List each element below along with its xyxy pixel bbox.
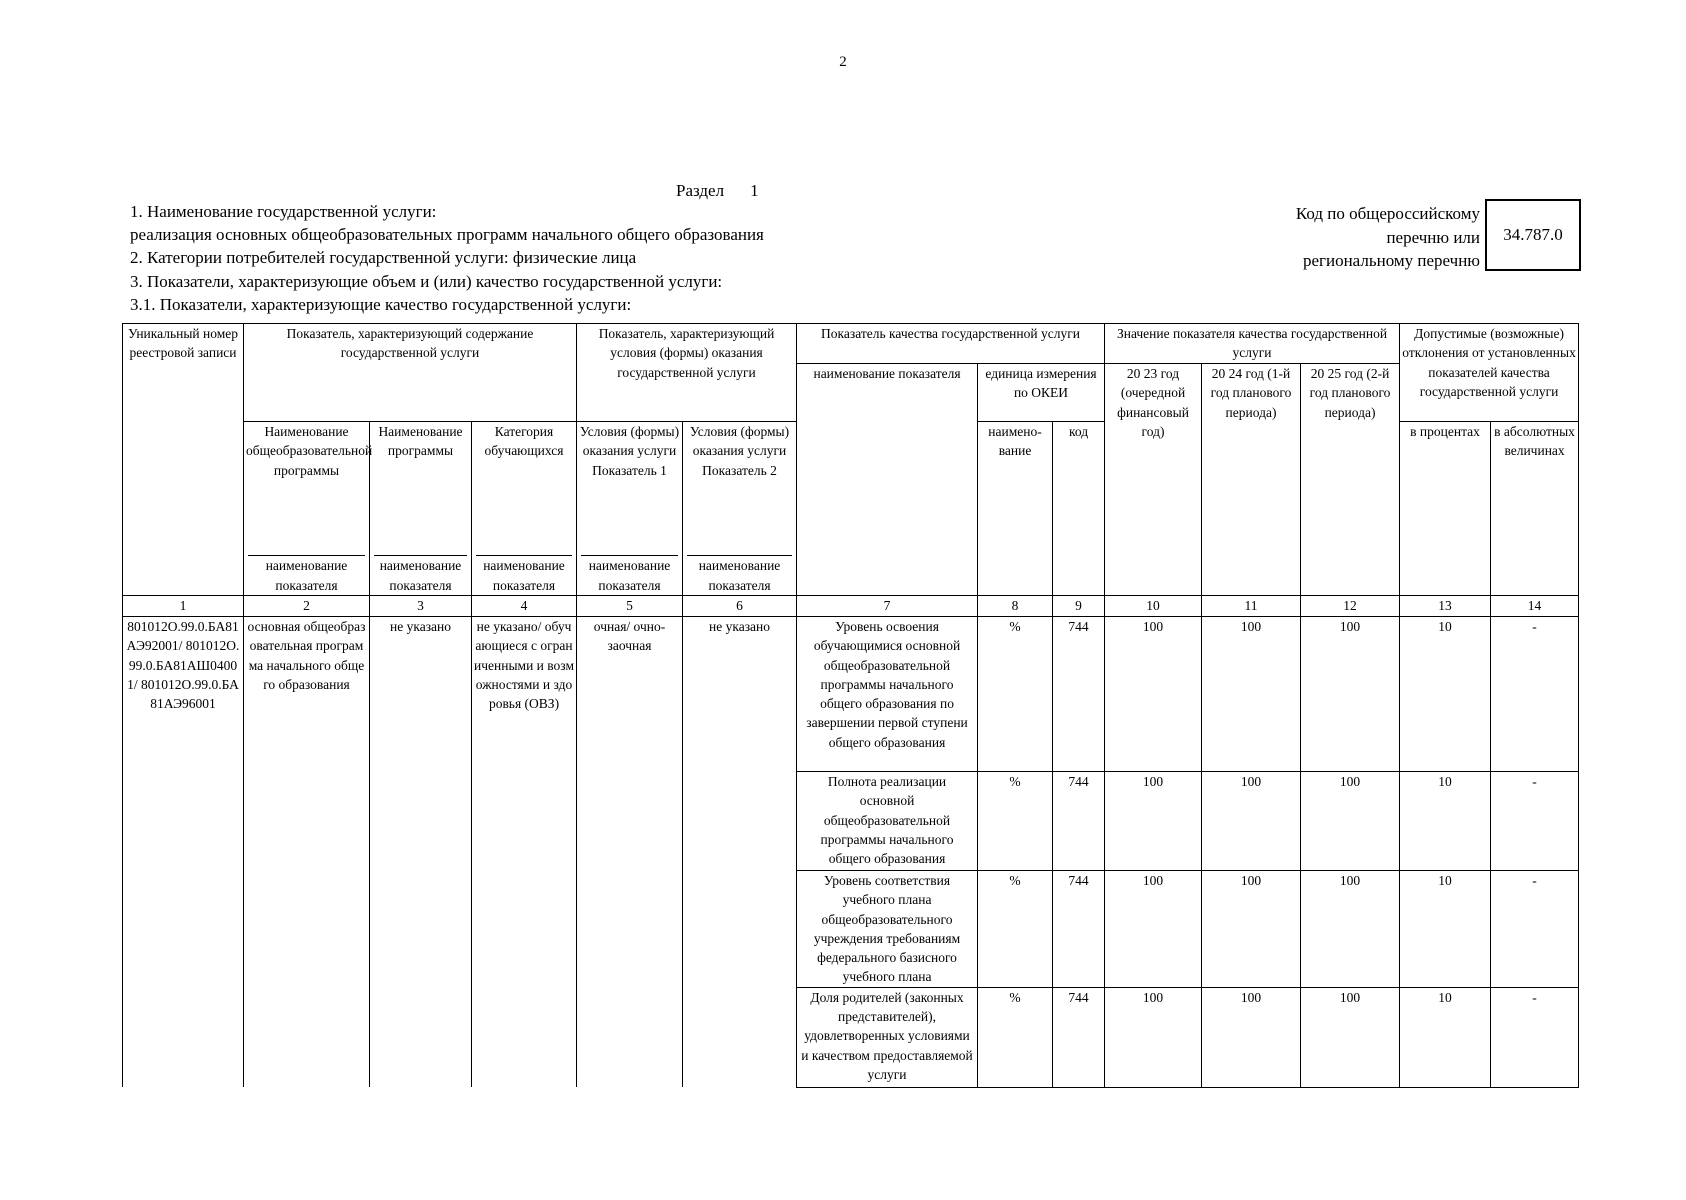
indicators-heading: 3. Показатели, характеризующие объем и (или) качество государственной услуги: <box>130 272 723 291</box>
deviation-percent: 10 <box>1400 617 1491 772</box>
quality-indicators-heading: 3.1. Показатели, характеризующие качество государственной услуги: <box>130 295 632 314</box>
page-number: 2 <box>839 54 847 70</box>
section-title <box>676 181 759 201</box>
header-unit: единица измерения по ОКЕИ <box>978 364 1105 422</box>
column-number: 12 <box>1301 596 1400 617</box>
program-value: не указано <box>370 617 472 1088</box>
value-year-1: 100 <box>1105 871 1202 988</box>
column-number: 10 <box>1105 596 1202 617</box>
value-year-1: 100 <box>1105 987 1202 1087</box>
code-label-line3: региональному перечню <box>1302 251 1480 270</box>
indicator-name: Полнота реализации основной общеобразовательной программы начального общего образования <box>797 772 978 871</box>
value-year-3: 100 <box>1301 987 1400 1087</box>
quality-indicators-table <box>122 323 1579 1088</box>
section-number: 1 <box>750 181 759 200</box>
indicator-name: Уровень освоения обучающимися основной общеобразовательной программы начального общего образования по завершении первой ступени общего образования <box>797 617 978 772</box>
condition-1-value: очная/ очно-заочная <box>577 617 683 1088</box>
deviation-percent: 10 <box>1400 772 1491 871</box>
header-percent: в процентах <box>1400 422 1491 596</box>
value-year-1: 100 <box>1105 772 1202 871</box>
service-name-value: реализация основных общеобразовательных программ начального общего образования <box>130 225 764 244</box>
unit-name: % <box>978 617 1053 772</box>
deviation-absolute: - <box>1491 871 1579 988</box>
column-number: 7 <box>797 596 978 617</box>
section-label: Раздел <box>676 181 725 200</box>
unit-code: 744 <box>1053 987 1105 1087</box>
header-program-name <box>244 422 373 596</box>
unit-code: 744 <box>1053 772 1105 871</box>
header-year-3: 20 25 год (2-й год планового периода) <box>1301 364 1400 596</box>
header-sub-label: наименование показателя <box>687 555 792 595</box>
header-indicator-name: наименование показателя <box>797 364 978 596</box>
deviation-absolute: - <box>1491 987 1579 1087</box>
header-condition-1-label: Условия (формы) оказания услуги Показатель 1 <box>579 424 680 478</box>
header-sub-label: наименование показателя <box>248 555 365 595</box>
consumer-category: 2. Категории потребителей государственной услуги: физические лица <box>130 248 637 267</box>
header-unit-name: наимено-вание <box>978 422 1053 596</box>
condition-2-value: не указано <box>683 617 797 1088</box>
header-value-group: Значение показателя качества государственной услуги <box>1105 324 1400 364</box>
column-number: 13 <box>1400 596 1491 617</box>
registry-code-box: 34.787.0 <box>1485 199 1581 271</box>
header-sub-label: наименование показателя <box>476 555 572 595</box>
value-year-2: 100 <box>1202 987 1301 1087</box>
category-value: не указано/ обучающиеся с ограниченными и возможностями и здоровья (ОВЗ) <box>472 617 577 1088</box>
header-quality-group: Показатель качества государственной услуги <box>797 324 1105 364</box>
value-year-2: 100 <box>1202 871 1301 988</box>
unit-code: 744 <box>1053 617 1105 772</box>
column-number: 4 <box>472 596 577 617</box>
registry-record-number: 801012О.99.0.БА81АЭ92001/ 801012О.99.0.БА81АШ04001/ 801012О.99.0.БА81АЭ96001 <box>123 617 244 1088</box>
column-number: 3 <box>370 596 472 617</box>
column-number: 1 <box>123 596 244 617</box>
unit-code: 744 <box>1053 871 1105 988</box>
header-program-label: Наименование программы <box>378 424 463 459</box>
unit-name: % <box>978 772 1053 871</box>
header-year-2: 20 24 год (1-й год планового периода) <box>1202 364 1301 596</box>
value-year-2: 100 <box>1202 772 1301 871</box>
header-category <box>472 422 577 596</box>
header-conditions-group: Показатель, характеризующий условия (формы) оказания государственной услуги <box>577 324 797 422</box>
header-unit-code: код <box>1053 422 1105 596</box>
column-number: 9 <box>1053 596 1105 617</box>
header-absolute: в абсолютных величинах <box>1491 422 1579 596</box>
deviation-percent: 10 <box>1400 987 1491 1087</box>
unit-name: % <box>978 987 1053 1087</box>
deviation-absolute: - <box>1491 617 1579 772</box>
program-name-value: основная общеобразовательная программа начального общего образования <box>244 617 370 1088</box>
unit-name: % <box>978 871 1053 988</box>
service-name-heading: 1. Наименование государственной услуги: <box>130 202 437 221</box>
header-program <box>370 422 472 596</box>
code-label-line1: Код по общероссийскому <box>1295 204 1480 223</box>
header-sub-label: наименование показателя <box>374 555 467 595</box>
header-category-label: Категория обучающихся <box>484 424 564 459</box>
column-number: 11 <box>1202 596 1301 617</box>
value-year-2: 100 <box>1202 617 1301 772</box>
value-year-3: 100 <box>1301 871 1400 988</box>
header-year-1: 20 23 год (очередной финансовый год) <box>1105 364 1202 596</box>
deviation-absolute: - <box>1491 772 1579 871</box>
registry-code-label <box>1250 202 1480 273</box>
header-condition-1 <box>577 422 683 596</box>
column-number: 8 <box>978 596 1053 617</box>
header-program-name-label: Наименование общеобразовательной программы <box>246 424 373 478</box>
header-unique-number: Уникальный номер реестровой записи <box>123 324 244 596</box>
deviation-percent: 10 <box>1400 871 1491 988</box>
header-deviation-group: Допустимые (возможные) отклонения от установленных показателей качества государственной услуги <box>1400 324 1579 422</box>
code-label-line2: перечню или <box>1386 227 1480 247</box>
value-year-1: 100 <box>1105 617 1202 772</box>
header-condition-2-label: Условия (формы) оказания услуги Показатель 2 <box>689 424 790 478</box>
header-condition-2 <box>683 422 797 596</box>
value-year-3: 100 <box>1301 772 1400 871</box>
column-number: 6 <box>683 596 797 617</box>
header-sub-label: наименование показателя <box>581 555 678 595</box>
indicator-name: Уровень соответствия учебного плана общеобразовательного учреждения требованиям федерального базисного учебного плана <box>797 871 978 988</box>
header-content-group: Показатель, характеризующий содержание государственной услуги <box>244 324 577 422</box>
column-numbers-row <box>123 596 1579 617</box>
column-number: 5 <box>577 596 683 617</box>
column-number: 2 <box>244 596 370 617</box>
indicator-name: Доля родителей (законных представителей), удовлетворенных условиями и качеством предоставляемой услуги <box>797 987 978 1087</box>
column-number: 14 <box>1491 596 1579 617</box>
value-year-3: 100 <box>1301 617 1400 772</box>
table-row <box>123 617 1579 772</box>
